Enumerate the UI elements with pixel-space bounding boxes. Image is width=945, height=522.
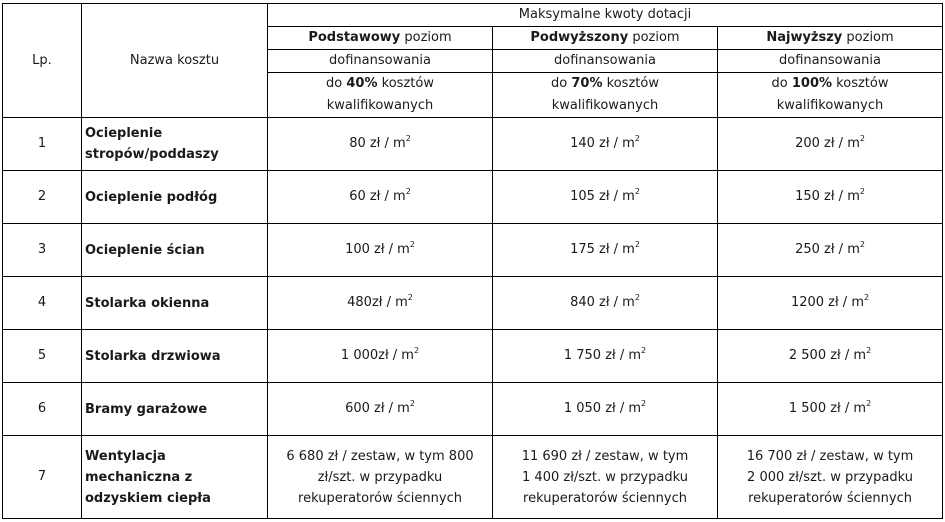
row-value-raised: 175 zł / $m^2$ [493,224,718,277]
row-lp: 3 [3,224,82,277]
header-level-highest-pct: do 100% kosztów [718,73,943,96]
header-level-raised-line2: dofinansowania [493,50,718,73]
row-value-highest: 150 zł / $m^2$ [718,171,943,224]
header-max-amounts: Maksymalne kwoty dotacji [268,4,943,27]
row-lp: 5 [3,330,82,383]
header-level-highest-line2: dofinansowania [718,50,943,73]
header-level-highest: Najwyższy poziom [718,27,943,50]
header-level-highest-line4: kwalifikowanych [718,95,943,118]
row-value-highest: 1 500 zł / $m^2$ [718,383,943,436]
table-row [3,436,943,519]
row-cost-name: Bramy garażowe [82,383,268,436]
row-cost-name: Ocieplenie ścian [82,224,268,277]
row-lp: 2 [3,171,82,224]
table-row [3,118,943,171]
row-value-raised: 105 zł / $m^2$ [493,171,718,224]
row-value-highest: 2 500 zł / $m^2$ [718,330,943,383]
row-cost-name: Ocieplenie stropów/poddaszy [82,118,268,171]
table-row [3,383,943,436]
header-level-basic: Podstawowy poziom [268,27,493,50]
row-lp: 7 [3,436,82,519]
header-level-basic-line2: dofinansowania [268,50,493,73]
row-value-highest: 16 700 zł / zestaw, w tym 2 000 zł/szt. w przypadku rekuperatorów ściennych [718,436,943,519]
header-level-raised-pct: do 70% kosztów [493,73,718,96]
row-value-basic: 480zł / $m^2$ [268,277,493,330]
row-cost-name: Stolarka drzwiowa [82,330,268,383]
header-level-basic-line4: kwalifikowanych [268,95,493,118]
header-level-raised: Podwyższony poziom [493,27,718,50]
row-cost-name: Ocieplenie podłóg [82,171,268,224]
row-value-highest: 200 zł / $m^2$ [718,118,943,171]
row-lp: 1 [3,118,82,171]
row-value-basic: 100 zł / $m^2$ [268,224,493,277]
row-value-basic: 80 zł / $m^2$ [268,118,493,171]
row-value-basic: 6 680 zł / zestaw, w tym 800 zł/szt. w przypadku rekuperatorów ściennych [268,436,493,519]
header-lp: Lp. [3,4,82,118]
row-value-basic: 60 zł / $m^2$ [268,171,493,224]
row-value-basic: 1 000zł / $m^2$ [268,330,493,383]
header-level-basic-pct: do 40% kosztów [268,73,493,96]
row-value-raised: 1 050 zł / $m^2$ [493,383,718,436]
table-row [3,224,943,277]
row-lp: 4 [3,277,82,330]
row-value-raised: 840 zł / $m^2$ [493,277,718,330]
header-cost-name: Nazwa kosztu [82,4,268,118]
row-value-raised: 140 zł / $m^2$ [493,118,718,171]
row-value-raised: 1 750 zł / $m^2$ [493,330,718,383]
row-value-highest: 1200 zł / $m^2$ [718,277,943,330]
table-row [3,330,943,383]
row-cost-name: Stolarka okienna [82,277,268,330]
row-value-basic: 600 zł / $m^2$ [268,383,493,436]
row-cost-name: Wentylacja mechaniczna z odzyskiem ciepła [82,436,268,519]
table-row [3,171,943,224]
subsidy-table [2,3,943,519]
table-row [3,277,943,330]
row-value-highest: 250 zł / $m^2$ [718,224,943,277]
header-level-raised-line4: kwalifikowanych [493,95,718,118]
row-value-raised: 11 690 zł / zestaw, w tym 1 400 zł/szt. w przypadku rekuperatorów ściennych [493,436,718,519]
row-lp: 6 [3,383,82,436]
